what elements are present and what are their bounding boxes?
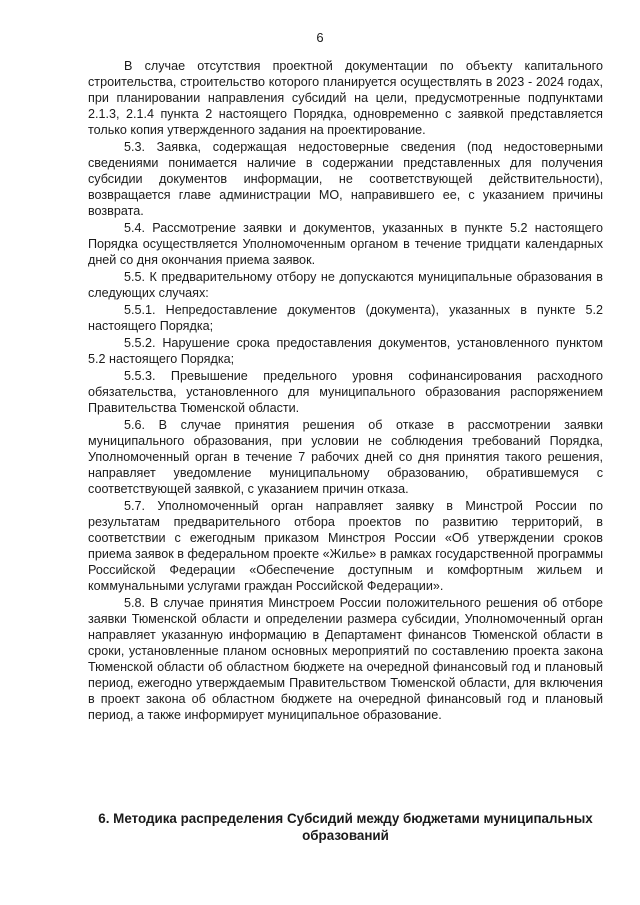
paragraph-5-4: 5.4. Рассмотрение заявки и документов, указанных в пункте 5.2 настоящего Порядка осуществляется Уполномоченным органом в течение тридцати календарных дней со дня окончания приема заявок.	[88, 221, 603, 267]
page-number: 6	[316, 30, 324, 45]
document-body	[88, 58, 603, 723]
paragraph-5-5-1: 5.5.1. Непредоставление документов (документа), указанных в пункте 5.2 настоящего Порядка;	[88, 303, 603, 333]
paragraph-design-docs: В случае отсутствия проектной документации по объекту капитального строительства, строительство которого планируется осуществлять в 2023 - 2024 годах, при планировании направления субсидий на цели, предусмотренные подпунктами 2.1.3, 2.1.4 пункта 2 настоящего Порядка, одновременно с заявкой представляется только копия утвержденного задания на проектирование.	[88, 59, 603, 137]
paragraph-5-7: 5.7. Уполномоченный орган направляет заявку в Минстрой России по результатам предварительного отбора проектов по развитию территорий, в соответствии с ежегодным приказом Минстроя России «Об утверждении сроков приема заявок в федеральном проекте «Жилье» в рамках государственной программы Российской Федерации «Обеспечение доступным и комфортным жильем и коммунальными услугами граждан Российской Федерации».	[88, 499, 603, 593]
section-heading: 6. Методика распределения Субсидий между бюджетами муниципальных образований	[98, 811, 593, 843]
paragraph-5-5-3: 5.5.3. Превышение предельного уровня софинансирования расходного обязательства, установленного для муниципального образования распоряжением Правительства Тюменской области.	[88, 369, 603, 415]
paragraph-5-8: 5.8. В случае принятия Минстроем России положительного решения об отборе заявки Тюменской области и определении размера субсидии, Уполномоченный орган направляет указанную информацию в Департамент финансов Тюменской области в сроки, установленные планом основных мероприятий по составлению проекта закона Тюменской области об областном бюджете на очередной финансовый год и плановый период, ежегодно утверждаемым Правительством Тюменской области, для включения в проект закона об областном бюджете на очередной финансовый год и плановый период, а также информирует муниципальное образование.	[88, 596, 603, 722]
paragraph-5-5: 5.5. К предварительному отбору не допускаются муниципальные образования в следующих случаях:	[88, 270, 603, 300]
paragraph-5-5-2: 5.5.2. Нарушение срока предоставления документов, установленного пунктом 5.2 настоящего Порядка;	[88, 336, 603, 366]
paragraph-5-6: 5.6. В случае принятия решения об отказе в рассмотрении заявки муниципального образования, при условии не соблюдения требований Порядка, Уполномоченный орган в течение 7 рабочих дней со дня принятия такого решения, направляет уведомление муниципальному образованию, обратившемуся с соответствующей заявкой, с указанием причин отказа.	[88, 418, 603, 496]
paragraph-5-3: 5.3. Заявка, содержащая недостоверные сведения (под недостоверными сведениями понимается наличие в содержании представленных для получения субсидии документов информации, не соответствующей действительности), возвращается главе администрации МО, направившего ее, с указанием причины возврата.	[88, 140, 603, 218]
